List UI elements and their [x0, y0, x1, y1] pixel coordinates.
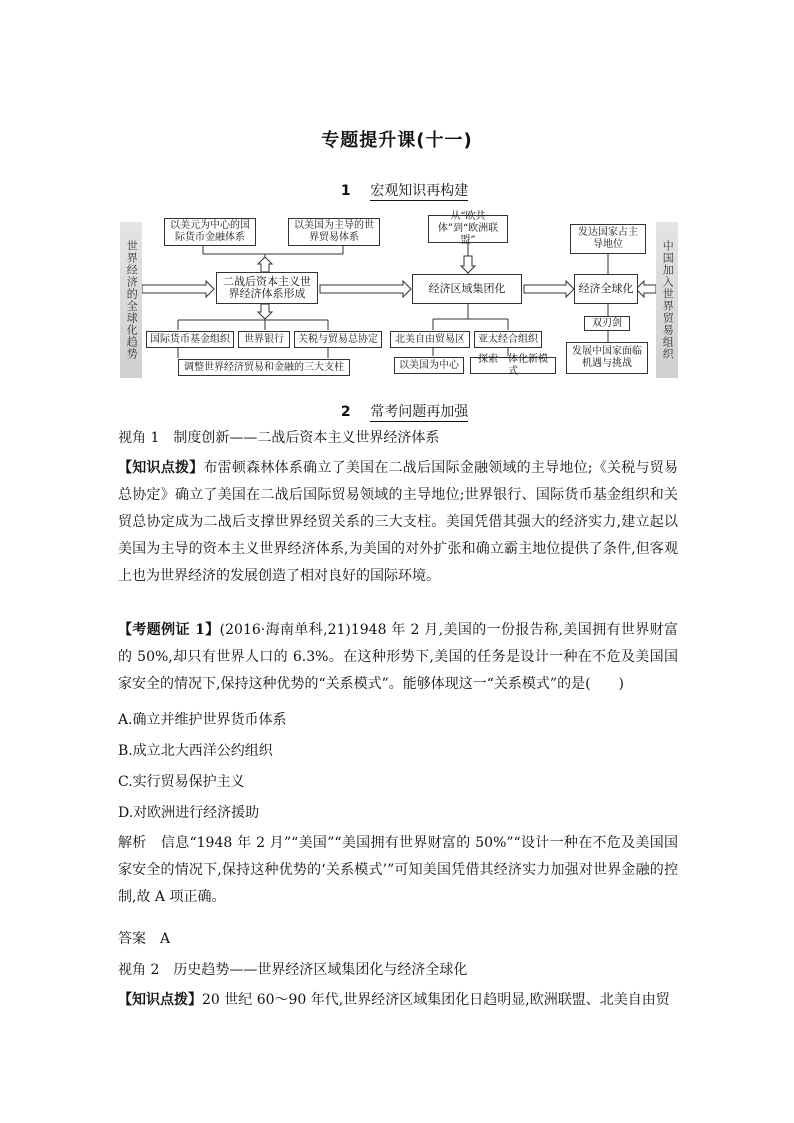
page-title: 专题提升课(十一) — [321, 130, 473, 151]
section-label: 常考问题再加强 — [370, 404, 469, 420]
knowledge-point-1 — [118, 455, 678, 590]
box-imf: 国际货币基金组织 — [146, 331, 234, 348]
view-2-heading: 视角 2 历史趋势——世界经济区域集团化与经济全球化 — [118, 962, 468, 978]
box-nafta: 北美自由贸易区 — [390, 331, 470, 348]
box-trade-system: 以美国为主导的世界贸易体系 — [288, 218, 380, 246]
box-developed-dominant: 发达国家占主导地位 — [570, 224, 646, 254]
section-label: 宏观知识再构建 — [370, 183, 469, 199]
box-world-bank: 世界银行 — [238, 331, 290, 348]
option-b: B.成立北大西洋公约组织 — [118, 743, 273, 759]
example-1 — [118, 617, 678, 698]
right-side-label: 中国加入世界贸易组织 — [656, 222, 678, 378]
option-d: D.对欧洲进行经济援助 — [118, 805, 260, 821]
knowledge-tag: 【知识点拨】 — [118, 460, 204, 476]
option-a: A.确立并维护世界货币体系 — [118, 712, 287, 728]
answer: 答案 A — [118, 931, 171, 947]
box-regional-grouping: 经济区域集团化 — [412, 274, 522, 304]
box-dollar-system: 以美元为中心的国际货币金融体系 — [164, 218, 256, 246]
knowledge-point-2 — [118, 987, 678, 1014]
box-explore-model: 探索一体化新模式 — [470, 357, 556, 374]
section-heading-2 — [0, 401, 794, 421]
box-us-center: 以美国为中心 — [394, 357, 464, 374]
box-globalization: 经济全球化 — [574, 274, 638, 304]
knowledge-diagram — [118, 212, 680, 380]
view-1-heading: 视角 1 制度创新——二战后资本主义世界经济体系 — [118, 430, 440, 446]
box-china-opportunity: 发展中国家面临机遇与挑战 — [566, 342, 648, 374]
knowledge-text: 20 世纪 60～90 年代,世界经济区域集团化日趋明显,欧洲联盟、北美自由贸 — [202, 992, 670, 1008]
analysis: 解析 信息“1948 年 2 月”“美国”“美国拥有世界财富的 50%”“设计一种在不危及美国国家安全的情况下,保持这种优势的‘关系模式’”可知美国凭借其经济实力加强对世界金融的控制,故 A 项正确。 — [118, 835, 678, 905]
box-double-edged: 双刃剑 — [584, 316, 630, 331]
box-postwar-system: 二战后资本主义世界经济体系形成 — [216, 272, 318, 304]
section-number: 1 — [340, 183, 351, 199]
left-side-label: 世界经济的全球化趋势 — [120, 222, 142, 378]
option-c: C.实行贸易保护主义 — [118, 774, 245, 790]
example-tag: 【考题例证 1】 — [118, 622, 220, 638]
knowledge-tag: 【知识点拨】 — [118, 992, 202, 1008]
section-number: 2 — [340, 404, 351, 420]
box-gatt: 关税与贸易总协定 — [294, 331, 382, 348]
box-three-pillars: 调整世界经济贸易和金融的三大支柱 — [178, 359, 350, 376]
box-apec: 亚太经合组织 — [474, 331, 542, 348]
box-ec-to-eu: 从“欧共体”到“欧洲联盟” — [428, 215, 508, 243]
section-heading-1 — [0, 180, 794, 200]
knowledge-text: 布雷顿森林体系确立了美国在二战后国际金融领域的主导地位;《关税与贸易总协定》确立了美国在二战后国际贸易领域的主导地位;世界银行、国际货币基金组织和关贸总协定成为二战后支撑世界经贸关系的三大支柱。美国凭借其强大的经济实力,建立起以美国为主导的资本主义世界经济体系,为美国的对外扩张和确立霸主地位提供了条件,但客观上也为世界经济的发展创造了相对良好的国际环境。 — [118, 460, 679, 584]
example-text: (2016·海南单科,21)1948 年 2 月,美国的一份报告称,美国拥有世界财富的 50%,却只有世界人口的 6.3%。在这种形势下,美国的任务是设计一种在不危及美国国家安全的情况下,保持这种优势的“关系模式”。能够体现这一“关系模式”的是( ) — [118, 622, 678, 692]
